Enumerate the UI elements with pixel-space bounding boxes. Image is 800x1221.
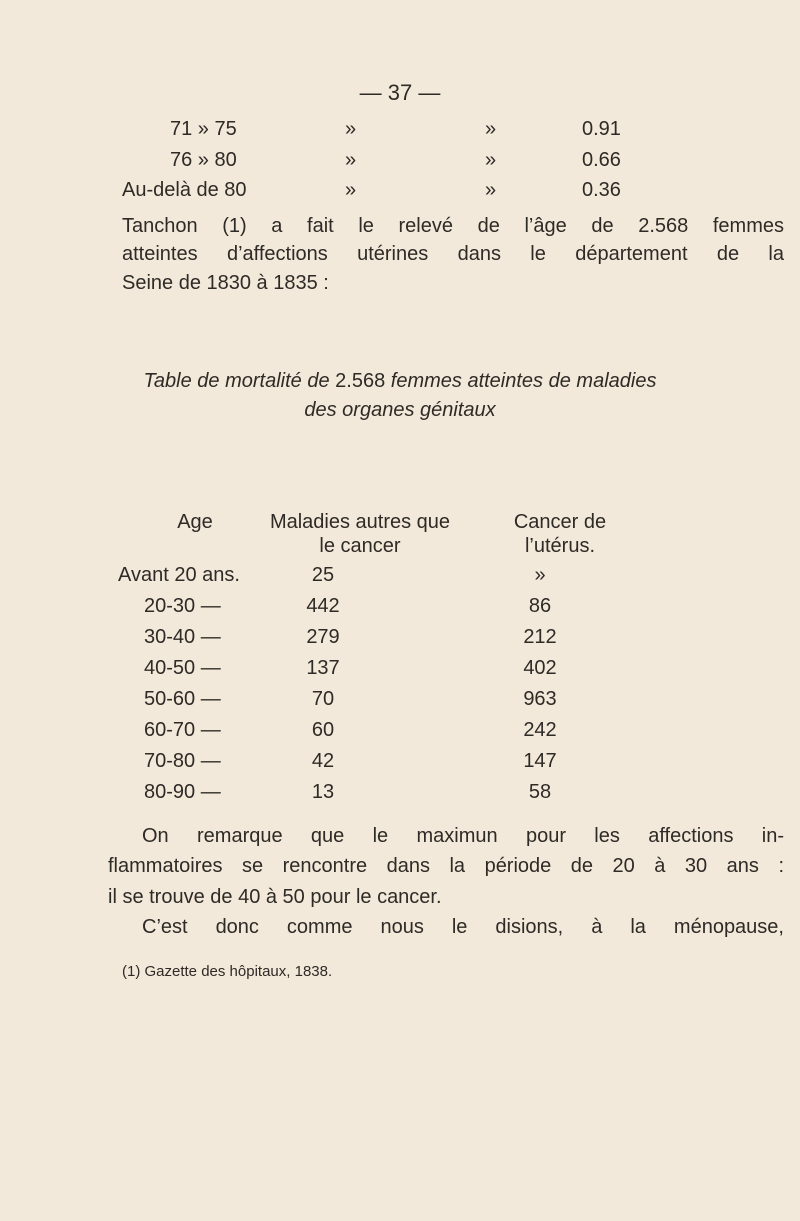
row-other: 60 xyxy=(311,719,335,741)
top-row-col3: » xyxy=(485,149,497,171)
top-row-col2: » xyxy=(345,149,357,171)
table-title-part: femmes atteintes de maladies xyxy=(385,370,657,392)
header-other-diseases xyxy=(230,510,490,558)
row-cancer: 58 xyxy=(528,781,552,803)
row-other: 442 xyxy=(306,595,340,617)
intro-line: Seine de 1830 à 1835 : xyxy=(122,272,329,294)
header-other-line: Maladies autres que xyxy=(269,511,451,533)
intro-line: atteintes d’affections utérines dans le département de la xyxy=(122,243,784,265)
closing-line: C’est donc comme nous le disions, à la ménopause, xyxy=(142,916,784,938)
row-other: 13 xyxy=(311,781,335,803)
table-title-line1 xyxy=(0,370,800,393)
header-other-line: le cancer xyxy=(319,535,401,557)
row-cancer: 212 xyxy=(523,626,557,648)
closing-line: On remarque que le maximun pour les affections in- xyxy=(142,825,784,847)
top-row-value: 0.91 xyxy=(582,118,621,140)
row-cancer: 402 xyxy=(523,657,557,679)
row-cancer: 242 xyxy=(523,719,557,741)
row-cancer: 147 xyxy=(523,750,557,772)
top-row-value: 0.36 xyxy=(582,179,621,201)
top-row-col3: » xyxy=(485,179,497,201)
header-cancer xyxy=(480,510,640,558)
row-age: 60-70 — xyxy=(144,719,221,741)
closing-line: il se trouve de 40 à 50 pour le cancer. xyxy=(108,886,442,908)
footnote: (1) Gazette des hôpitaux, 1838. xyxy=(122,963,333,980)
row-other: 137 xyxy=(306,657,340,679)
top-row-range: 71 » 75 xyxy=(170,118,237,140)
row-age: 30-40 — xyxy=(144,626,221,648)
row-age: Avant 20 ans. xyxy=(118,564,240,586)
row-other: 279 xyxy=(306,626,340,648)
header-cancer-line: Cancer de xyxy=(513,511,607,533)
table-title-number: 2.568 xyxy=(335,370,386,392)
row-cancer: 86 xyxy=(528,595,552,617)
row-age: 20-30 — xyxy=(144,595,221,617)
row-cancer: » xyxy=(534,564,546,586)
table-title-line2: des organes génitaux xyxy=(304,399,496,421)
row-other: 25 xyxy=(311,564,335,586)
row-age: 40-50 — xyxy=(144,657,221,679)
top-row-range: Au-delà de 80 xyxy=(122,179,247,201)
top-row-col2: » xyxy=(345,118,357,140)
row-other: 70 xyxy=(311,688,335,710)
header-age: Age xyxy=(177,511,213,533)
row-age: 50-60 — xyxy=(144,688,221,710)
intro-line: Tanchon (1) a fait le relevé de l’âge de 2.568 femmes xyxy=(122,215,784,237)
row-age: 70-80 — xyxy=(144,750,221,772)
closing-line: flammatoires se rencontre dans la période de 20 à 30 ans : xyxy=(108,855,784,877)
row-age: 80-90 — xyxy=(144,781,221,803)
top-row-range: 76 » 80 xyxy=(170,149,237,171)
top-row-value: 0.66 xyxy=(582,149,621,171)
page-number: — 37 — xyxy=(359,80,441,105)
top-row-col2: » xyxy=(345,179,357,201)
header-cancer-line: l’utérus. xyxy=(524,535,596,557)
row-other: 42 xyxy=(311,750,335,772)
row-cancer: 963 xyxy=(523,688,557,710)
table-title-part: Table de mortalité de xyxy=(143,370,336,392)
top-row-col3: » xyxy=(485,118,497,140)
